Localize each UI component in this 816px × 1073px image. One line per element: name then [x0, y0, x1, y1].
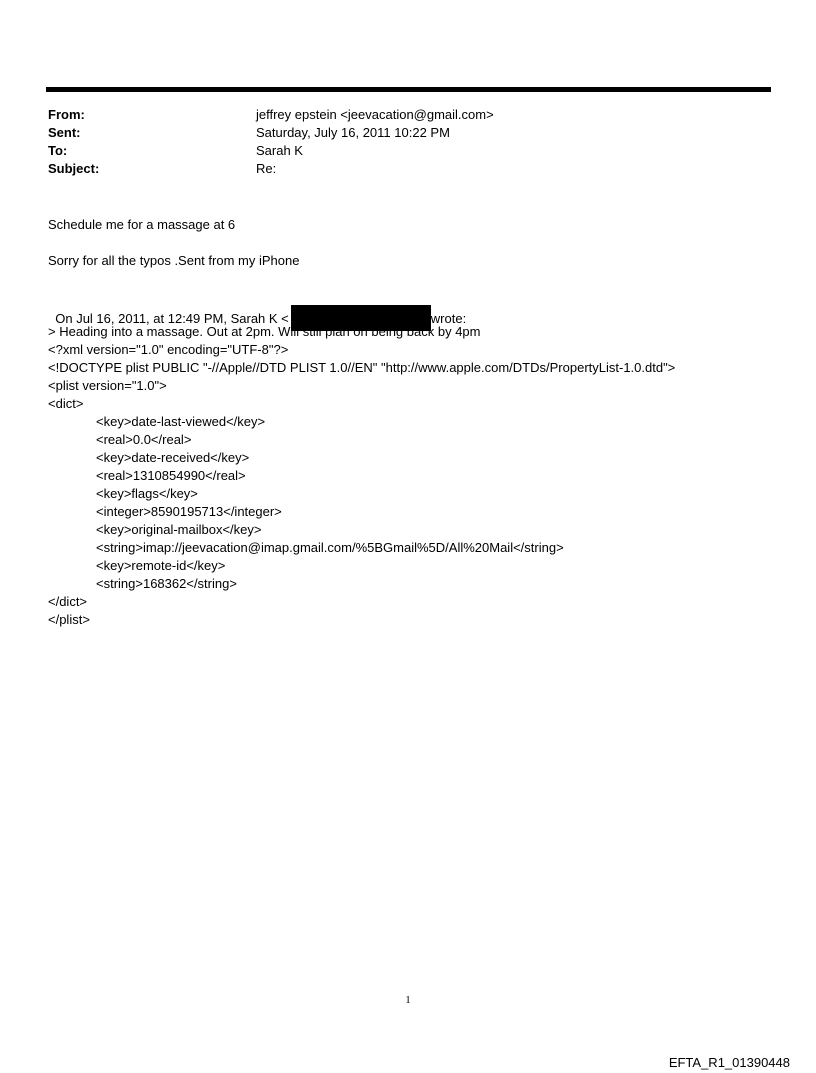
subject-value: Re: — [256, 161, 277, 176]
from-value: jeffrey epstein <jeevacation@gmail.com> — [256, 107, 494, 122]
header-rule — [46, 87, 771, 92]
document-id: EFTA_R1_01390448 — [668, 1055, 790, 1070]
plist-line: <key>flags</key> — [96, 486, 198, 501]
plist-line: <plist version="1.0"> — [48, 378, 167, 393]
plist-line: <dict> — [48, 396, 84, 411]
subject-label: Subject: — [48, 161, 100, 176]
quote-prefix: On Jul 16, 2011, at 12:49 PM, Sarah K < — [55, 311, 289, 326]
plist-line: <real>0.0</real> — [96, 432, 192, 447]
sent-row — [48, 124, 768, 142]
email-header — [48, 106, 768, 178]
plist-line: </dict> — [48, 594, 88, 609]
plist-block — [48, 323, 788, 629]
page-number: 1 — [405, 994, 411, 1006]
to-value: Sarah K — [256, 143, 303, 158]
plist-line: <!DOCTYPE plist PUBLIC "-//Apple//DTD PLIST 1.0//EN" "http://www.apple.com/DTDs/PropertyList-1.0.dtd"> — [48, 360, 676, 375]
to-row — [48, 142, 768, 160]
plist-line: <key>date-last-viewed</key> — [96, 414, 266, 429]
quote-suffix: wrote: — [430, 311, 467, 326]
plist-line: <string>imap://jeevacation@imap.gmail.com/%5BGmail%5D/All%20Mail</string> — [96, 540, 564, 555]
subject-row — [48, 160, 768, 178]
quoted-line: > Heading into a massage. Out at 2pm. Will still plan on being back by 4pm — [48, 324, 481, 339]
plist-line: <real>1310854990</real> — [96, 468, 246, 483]
message-line-2: Sorry for all the typos .Sent from my iPhone — [48, 253, 300, 268]
plist-line: <?xml version="1.0" encoding="UTF-8"?> — [48, 342, 289, 357]
from-row — [48, 106, 768, 124]
plist-line: <integer>8590195713</integer> — [96, 504, 282, 519]
plist-line: <key>date-received</key> — [96, 450, 250, 465]
from-label: From: — [48, 107, 85, 122]
to-label: To: — [48, 143, 68, 158]
sent-value: Saturday, July 16, 2011 10:22 PM — [256, 125, 450, 140]
sent-label: Sent: — [48, 125, 81, 140]
plist-line: </plist> — [48, 612, 90, 627]
plist-line: <key>remote-id</key> — [96, 558, 226, 573]
message-line-1: Schedule me for a massage at 6 — [48, 217, 236, 232]
plist-line: <string>168362</string> — [96, 576, 237, 591]
plist-line: <key>original-mailbox</key> — [96, 522, 262, 537]
